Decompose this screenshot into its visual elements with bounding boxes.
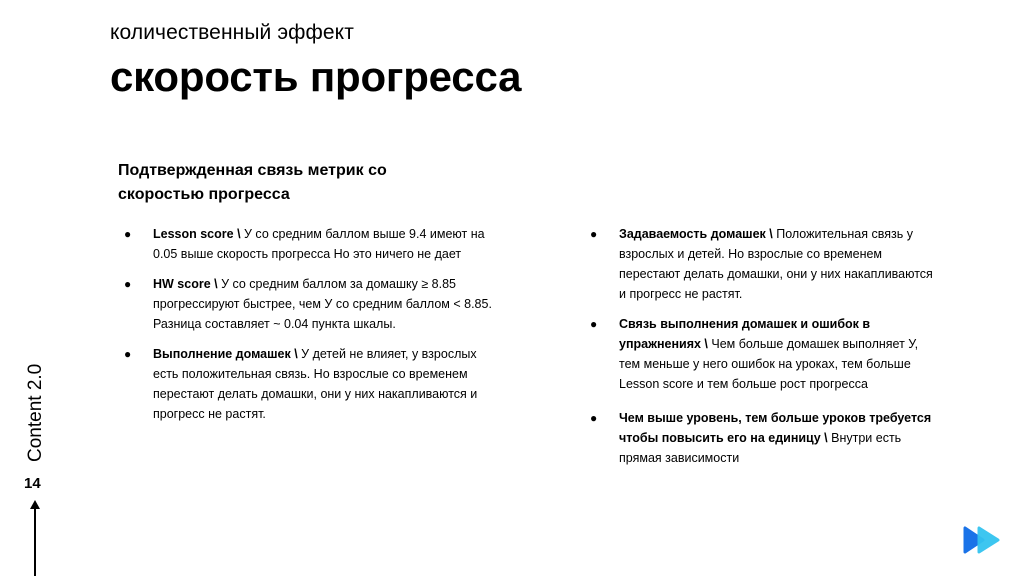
bullet-lead: Связь выполнения домашек и ошибок в упражнениях \ <box>619 317 871 351</box>
bullet-lead: Выполнение домашек \ <box>153 347 298 361</box>
bullet-text: У детей не влияет, у взрослых есть положительная связь. Но взрослые со временем перестают делать домашки, они у них накапливаются и прогресс не растят. <box>153 347 478 421</box>
right-bullet-list <box>590 224 935 468</box>
bullet-dot: ● <box>590 227 598 241</box>
bullet-text: У со средним баллом выше 9.4 имеют на 0.05 выше скорость прогресса Но это ничего не дает <box>153 227 485 261</box>
bullet-lead: Чем выше уровень, тем больше уроков требуется чтобы повысить его на единицу \ <box>619 411 932 445</box>
bullet-text: Внутри есть прямая зависимости <box>619 431 902 465</box>
bullet-text: У со средним баллом за домашку ≥ 8.85 прогрессируют быстрее, чем У со средним баллом < 8.85. Разница составляет ~ 0.04 пункта шкалы. <box>153 277 492 331</box>
bullet-item <box>124 344 504 424</box>
bullet-text: Чем больше домашек выполняет У, тем меньше у него ошибок на уроках, тем больше Lesson score и тем больше рост прогресса <box>619 337 919 391</box>
sidebar-label: Content 2.0 <box>25 363 46 462</box>
bullet-item <box>590 408 935 468</box>
bullet-dot: ● <box>124 227 132 241</box>
bullet-dot: ● <box>590 317 598 331</box>
bullet-item <box>124 224 504 264</box>
bullet-text: Положительная связь у взрослых и детей. Но взрослые со временем перестают делать домашки, они у них накапливаются и прогресс не растят. <box>619 227 933 301</box>
bullet-lead: Lesson score \ <box>153 227 241 241</box>
bullet-dot: ● <box>124 347 132 361</box>
arrow-line <box>34 507 36 576</box>
bullet-dot: ● <box>590 411 598 425</box>
bullet-lead: Задаваемость домашек \ <box>619 227 773 241</box>
bullet-lead: HW score \ <box>153 277 218 291</box>
bullet-item <box>590 224 935 304</box>
left-bullet-list <box>124 224 504 424</box>
section-heading: Подтвержденная связь метрик со скоростью прогресса <box>118 162 387 203</box>
bullet-dot: ● <box>124 277 132 291</box>
page-number: 14 <box>24 475 41 492</box>
bullet-item <box>590 314 935 394</box>
slide-title: скорость прогресса <box>110 53 522 100</box>
play-forward-logo-icon <box>963 526 1001 554</box>
slide-subtitle: количественный эффект <box>110 21 354 44</box>
bullet-item <box>124 274 504 334</box>
